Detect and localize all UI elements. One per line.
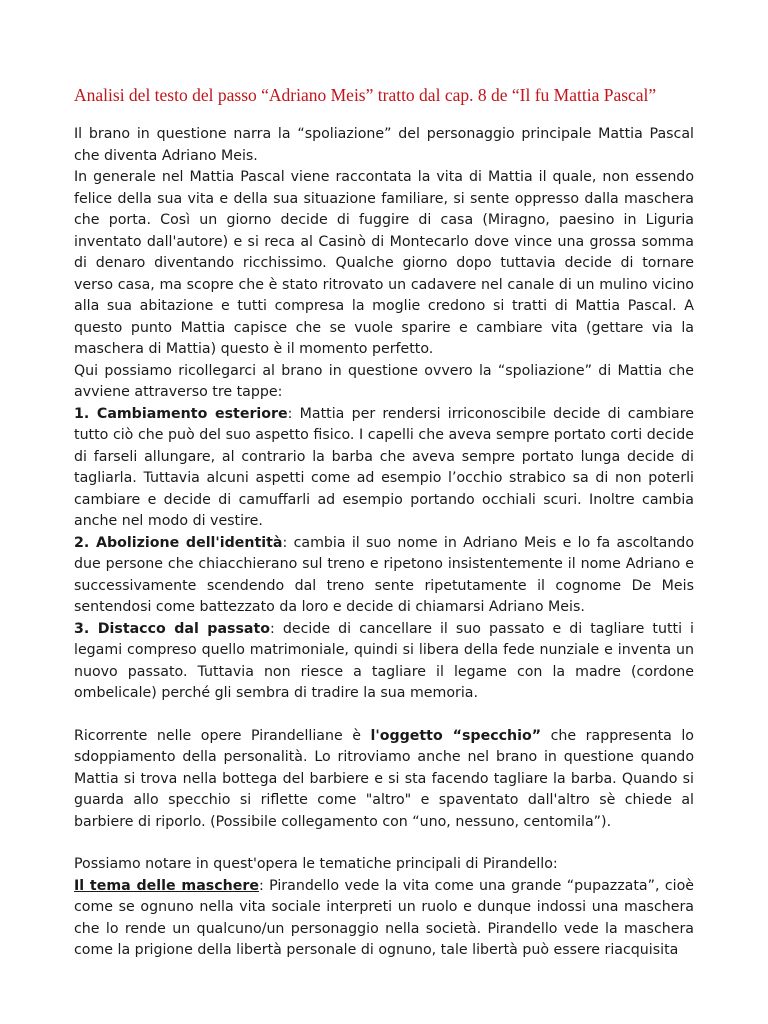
paragraph-step-3 [74, 619, 694, 705]
mirror-text-b: che rappresenta lo sdoppiamento della personalità. Lo ritroviamo anche nel brano in questione quando Mattia si trova nella bottega del barbiere e si sta facendo tagliare la barba. Quando si guarda allo specchio si riflette come "altro" e spaventato dall'altro sè chiede al barbiere di riporlo. (Possibile collegamento con “uno, nessuno, centomila”). [74, 727, 694, 830]
document-body [74, 124, 694, 962]
step-2-label: 2. Abolizione dell'identità [74, 534, 283, 551]
paragraph-stages-intro: Qui possiamo ricollegarci al brano in questione ovvero la “spoliazione” di Mattia che avviene attraverso tre tappe: [74, 362, 694, 400]
step-1-text: : Mattia per rendersi irriconoscibile decide di cambiare tutto ciò che può del suo aspetto fisico. I capelli che aveva sempre portato corti decide di farseli allungare, al contrario la barba che aveva sempre portato lunga decide di tagliarla. Tuttavia alcuni aspetti come ad esempio l’occhio strabico sa di non poterli cambiare e decide di camuffarli ad esempio portando occhiali scuri. Inoltre cambia anche nel modo di vestire. [74, 405, 695, 529]
mirror-bold: l'oggetto “specchio” [370, 727, 542, 744]
step-3-label: 3. Distacco dal passato [74, 620, 271, 637]
document-title: Analisi del testo del passo “Adriano Meis” tratto dal cap. 8 de “Il fu Mattia Pascal” [74, 85, 657, 105]
step-2-text: : cambia il suo nome in Adriano Meis e lo fa ascoltando due persone che chiacchierano sul treno e ripetono insistentemente il nome Adriano e successivamente scendendo dal treno sente ripetutamente il cognome De Meis sentendosi come battezzato da loro e decide di chiamarsi Adriano Meis. [74, 534, 694, 615]
mirror-text-a: Ricorrente nelle opere Pirandelliane è [74, 727, 371, 744]
paragraph-step-2 [74, 533, 694, 619]
theme-masks-label: Il tema delle maschere [74, 877, 259, 894]
step-1-label: 1. Cambiamento esteriore [74, 405, 288, 422]
paragraph-intro: Il brano in questione narra la “spoliazione” del personaggio principale Mattia Pascal che diventa Adriano Meis. [74, 126, 694, 164]
paragraph-mirror [74, 726, 694, 834]
paragraph-summary: In generale nel Mattia Pascal viene raccontata la vita di Mattia il quale, non essendo felice della sua vita e della sua situazione familiare, si sente oppresso dalla maschera che porta. Così un giorno decide di fuggire di casa (Miragno, paesino in Liguria inventato dall'autore) e si reca al Casinò di Montecarlo dove vince una grossa somma di denaro diventando ricchissimo. Qualche giorno dopo tuttavia decide di tornare verso casa, ma scopre che è stato ritrovato un cadavere nel canale di un mulino vicino alla sua abitazione e tutti compresa la moglie credono si tratti di Mattia Pascal. A questo punto Mattia capisce che se vuole sparire e cambiare vita (gettare via la maschera di Mattia) questo è il momento perfetto. [74, 169, 694, 357]
document-page [74, 84, 694, 962]
theme-masks-text: : Pirandello vede la vita come una grande “pupazzata”, cioè come se ognuno nella vita sociale interpreti un ruolo e dunque indossi una maschera che lo rende un qualcuno/un personaggio nella società. Pirandello vede la maschera come la prigione della libertà personale di ognuno, tale libertà può essere riacquisita [74, 877, 694, 958]
paragraph-theme-masks [74, 876, 694, 962]
paragraph-gap [74, 833, 694, 854]
paragraph-gap [74, 705, 694, 726]
step-3-text: : decide di cancellare il suo passato e di tagliare tutti i legami compreso quello matrimoniale, quindi si libera della fede nunziale e inventa un nuovo passato. Tuttavia non riesce a tagliare il legame con la madre (cordone ombelicale) perché gli sembra di tradire la sua memoria. [74, 620, 694, 701]
paragraph-step-1 [74, 404, 694, 533]
paragraph-themes-intro: Possiamo notare in quest'opera le tematiche principali di Pirandello: [74, 856, 558, 872]
